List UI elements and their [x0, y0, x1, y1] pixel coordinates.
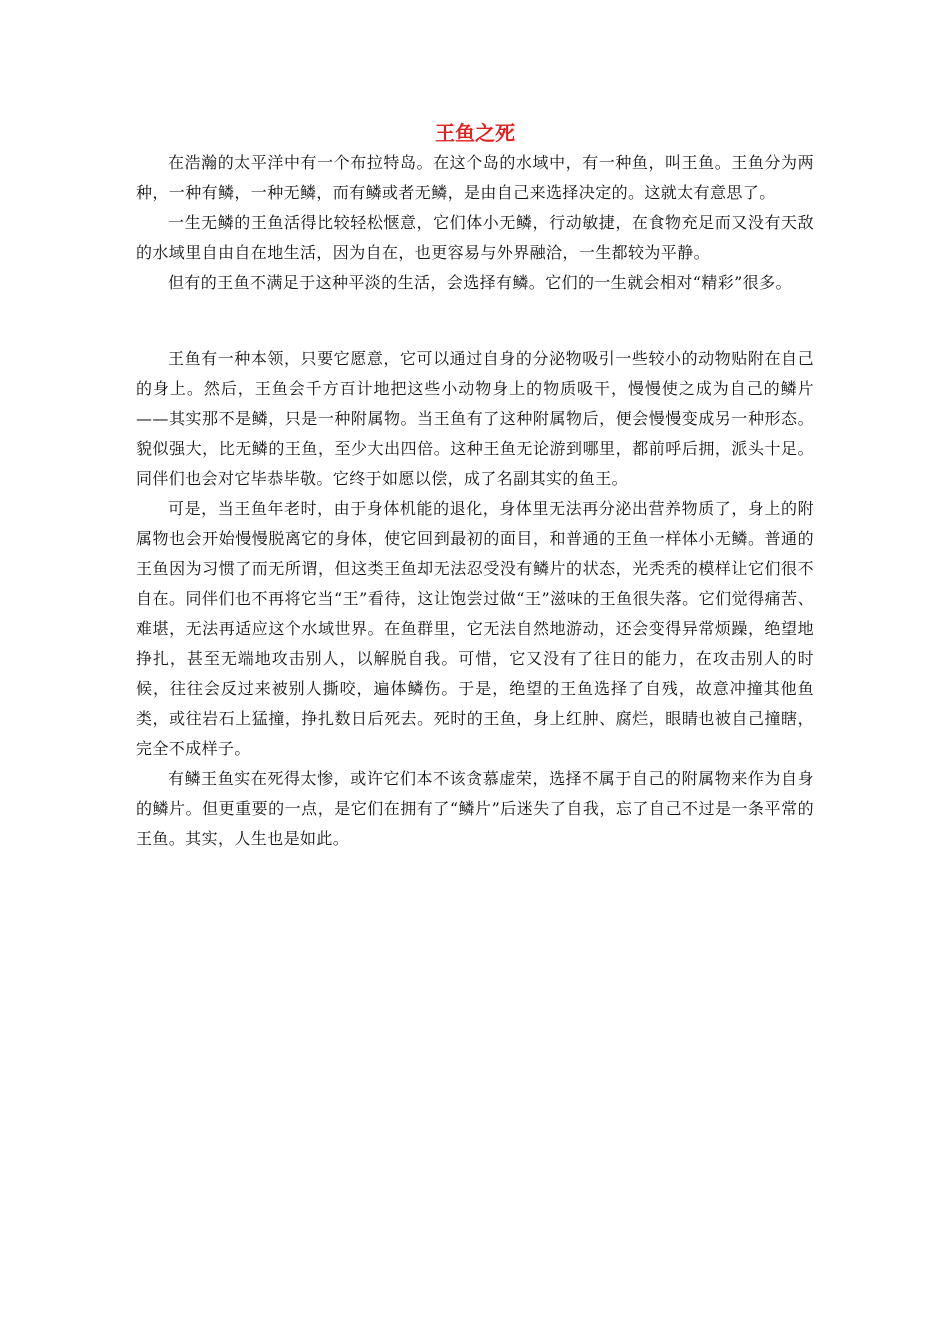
article-body [136, 118, 814, 854]
paragraph-4: 王鱼有一种本领，只要它愿意，它可以通过自身的分泌物吸引一些较小的动物贴附在自己的身上。然后，王鱼会千方百计地把这些小动物身上的物质吸干，慢慢使之成为自己的鳞片——其实那不是鳞，只是一种附属物。当王鱼有了这种附属物后，便会慢慢变成另一种形态。貌似强大，比无鳞的王鱼，至少大出四倍。这种王鱼无论游到哪里，都前呼后拥，派头十足。同伴们也会对它毕恭毕敬。它终于如愿以偿，成了名副其实的鱼王。 [136, 349, 814, 488]
paragraph-5: 可是，当王鱼年老时，由于身体机能的退化，身体里无法再分泌出营养物质了，身上的附属物也会开始慢慢脱离它的身体，使它回到最初的面目，和普通的王鱼一样体小无鳞。普通的王鱼因为习惯了而无所谓，但这类王鱼却无法忍受没有鳞片的状态，光秃秃的模样让它们很不自在。同伴们也不再将它当“王”看待，这让饱尝过做“王”滋味的王鱼很失落。它们觉得痛苦、难堪，无法再适应这个水域世界。在鱼群里，它无法自然地游动，还会变得异常烦躁，绝望地挣扎，甚至无端地攻击别人，以解脱自我。可惜，它又没有了往日的能力，在攻击别人的时候，往往会反过来被别人撕咬，遍体鳞伤。于是，绝望的王鱼选择了自残，故意冲撞其他鱼类，或往岩石上猛撞，挣扎数日后死去。死时的王鱼，身上红肿、腐烂，眼睛也被自己撞瞎，完全不成样子。 [136, 499, 814, 758]
paragraph-6: 有鳞王鱼实在死得太惨，或许它们本不该贪慕虚荣，选择不属于自己的附属物来作为自身的鳞片。但更重要的一点，是它们在拥有了“鳞片”后迷失了自我，忘了自己不过是一条平常的王鱼。其实，人生也是如此。 [136, 769, 814, 848]
paragraph-3: 但有的王鱼不满足于这种平淡的生活，会选择有鳞。它们的一生就会相对“精彩”很多。 [168, 273, 792, 292]
paragraph-gap [136, 298, 814, 344]
paragraph-2: 一生无鳞的王鱼活得比较轻松惬意，它们体小无鳞，行动敏捷，在食物充足而又没有天敌的水域里自由自在地生活，因为自在，也更容易与外界融洽，一生都较为平静。 [136, 213, 814, 262]
paragraph-1: 在浩瀚的太平洋中有一个布拉特岛。在这个岛的水域中，有一种鱼，叫王鱼。王鱼分为两种，一种有鳞，一种无鳞，而有鳞或者无鳞，是由自己来选择决定的。这就太有意思了。 [136, 153, 814, 202]
article-title: 王鱼之死 [435, 121, 515, 145]
